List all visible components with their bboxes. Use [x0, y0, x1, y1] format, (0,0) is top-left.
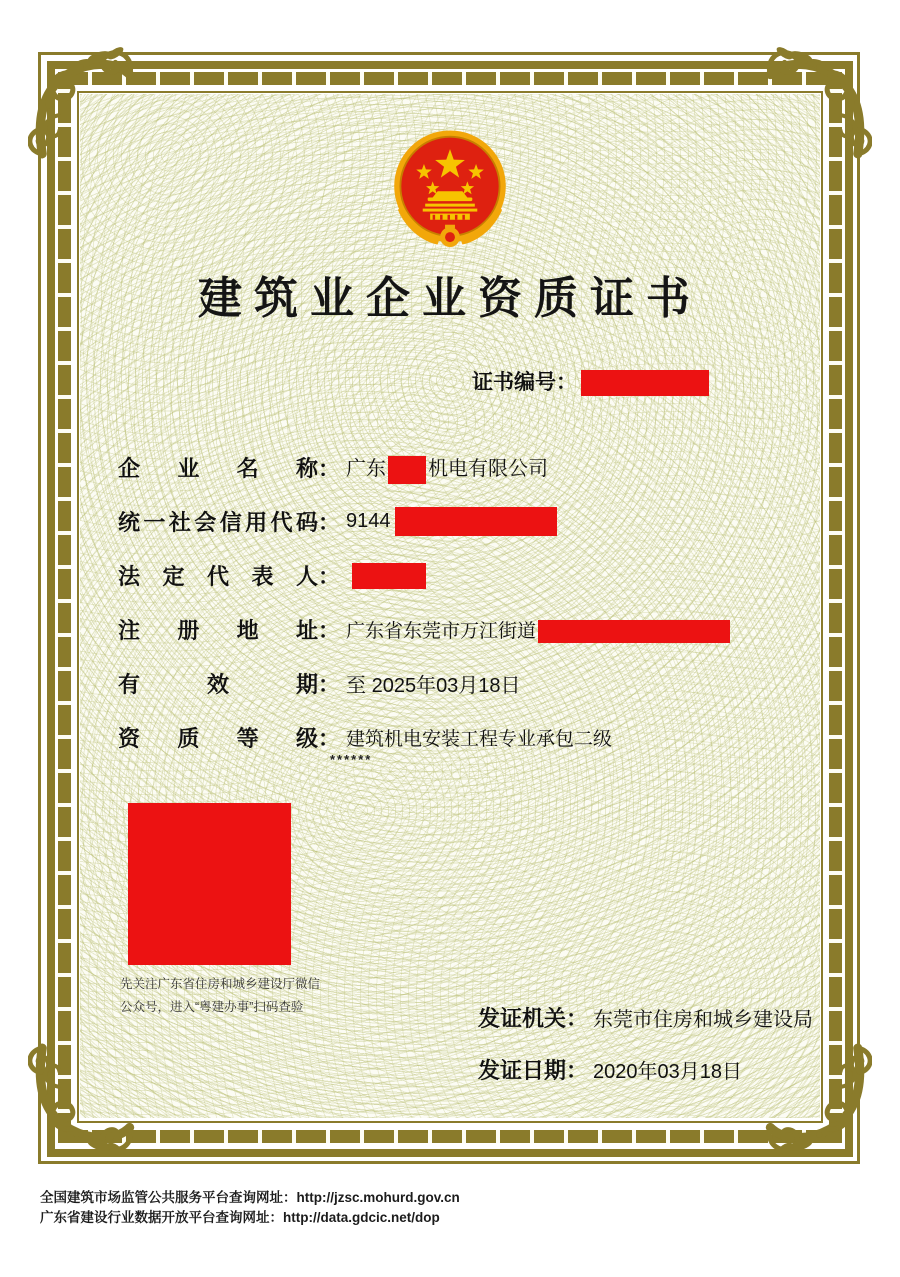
redaction-block [538, 620, 730, 643]
field-label: 统一社会信用代码 [118, 510, 318, 535]
field-credit-code [118, 506, 557, 537]
qr-scan-notice [120, 973, 320, 1019]
frame-brick-rail-left [58, 72, 71, 1143]
colon: ： [318, 510, 341, 535]
redaction-block [388, 456, 426, 484]
footer-line2: 广东省建设行业数据开放平台查询网址：http://data.gdcic.net/dop [40, 1210, 440, 1226]
field-value: 广东省东莞市万江街道 [346, 621, 730, 642]
colon: ： [318, 726, 341, 751]
colon: ： [318, 456, 341, 482]
field-registered-address [118, 614, 730, 645]
field-label: 企业名称 [118, 456, 318, 482]
frame-brick-rail-right [829, 72, 842, 1143]
colon: ： [556, 371, 577, 394]
field-value: 至 2025年03月18日 [346, 675, 521, 697]
issue-date-row [478, 1054, 742, 1085]
redaction-block [395, 507, 557, 536]
corner-ornament-icon [750, 40, 872, 162]
field-label: 资质等级 [118, 726, 318, 751]
certificate-title: 建筑业企业资质证书 [198, 274, 702, 323]
corner-ornament-icon [28, 1040, 150, 1162]
qr-notice-line1: 先关注广东省住房和城乡建设厅微信 [120, 977, 321, 991]
corner-ornament-icon [28, 40, 150, 162]
field-label: 注册地址 [118, 618, 318, 643]
footer-query-urls [40, 1188, 460, 1229]
national-emblem-icon [388, 128, 512, 252]
qr-notice-line2: 公众号，进入“粤建办事”扫码查验 [120, 1000, 304, 1015]
colon: ： [318, 672, 341, 697]
field-value [346, 564, 426, 586]
colon: ： [566, 1058, 589, 1083]
issuing-authority-label: 发证机关 [478, 1006, 567, 1031]
field-label: 有效期 [118, 672, 318, 697]
footer-line1: 全国建筑市场监管公共服务平台查询网址：http://jzsc.mohurd.gov.cn [40, 1190, 460, 1205]
redaction-block [352, 563, 426, 589]
issue-date-value: 2020年03月18日 [593, 1061, 743, 1083]
issuing-authority-row [478, 1002, 813, 1033]
field-company-name [118, 452, 548, 484]
frame-brick-rail-bottom [58, 1130, 842, 1143]
colon: ： [318, 564, 341, 589]
certificate-number-label: 证书编号 [472, 371, 556, 394]
field-label: 法定代表人 [118, 564, 318, 589]
issue-date-label: 发证日期 [478, 1058, 567, 1083]
redaction-block-qr [128, 803, 291, 965]
qualification-grade-stars: ****** [330, 752, 373, 767]
corner-ornament-icon [750, 1040, 872, 1162]
field-valid-until [118, 668, 521, 699]
field-qualification-grade [118, 722, 612, 753]
colon: ： [566, 1006, 589, 1031]
field-legal-representative [118, 560, 426, 591]
field-value: 建筑机电安装工程专业承包二级 [346, 729, 613, 750]
colon: ： [318, 618, 341, 643]
issuing-authority-value: 东莞市住房和城乡建设局 [593, 1009, 814, 1031]
field-value: 9144 [346, 510, 557, 532]
frame-brick-rail-top [58, 72, 842, 85]
redaction-block [581, 370, 709, 396]
field-value: 广东 机电有限公司 [346, 458, 548, 480]
certificate-number-row [472, 366, 709, 396]
